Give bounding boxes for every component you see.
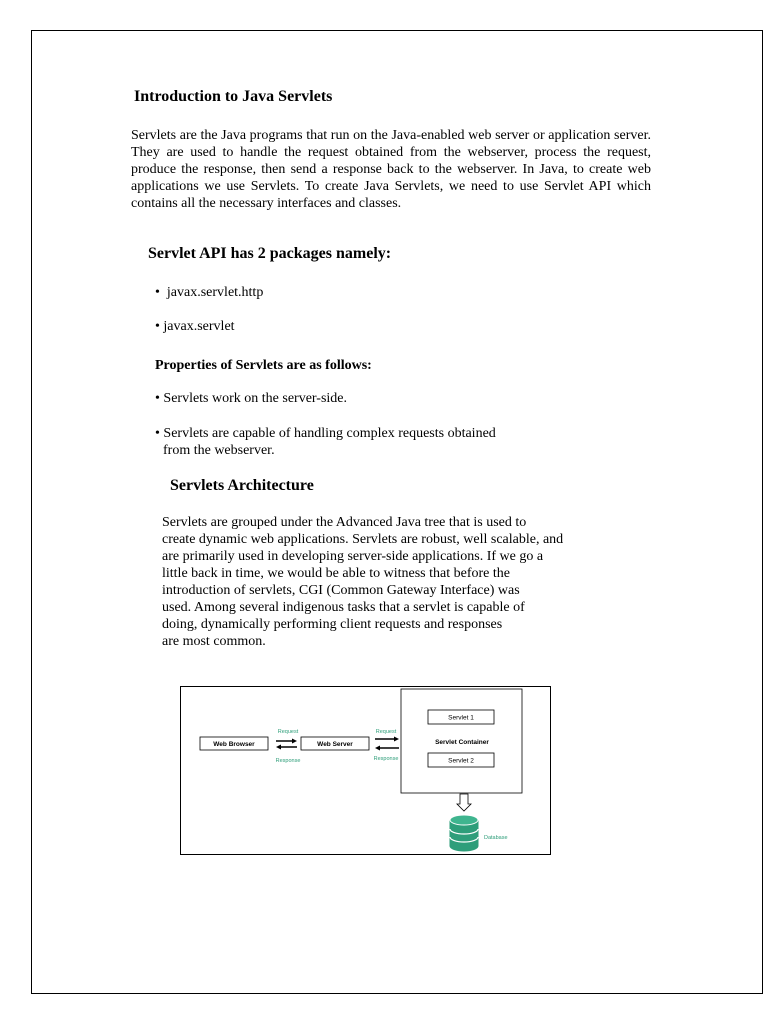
paragraph-line: Servlets are grouped under the Advanced Java tree that is used to (162, 515, 527, 530)
package-label: javax.servlet.http (166, 285, 264, 300)
architecture-heading: Servlets Architecture (170, 477, 314, 494)
property-label-continued: from the webserver. (163, 443, 275, 458)
package-item: • javax.servlet.http (155, 285, 264, 300)
paragraph-line: little back in time, we would be able to witness that before the (162, 566, 510, 581)
property-label: Servlets work on the server-side. (163, 391, 348, 406)
property-label: Servlets are capable of handling complex requests obtained (163, 426, 496, 441)
response-label-2: Response (373, 756, 399, 762)
response-label-1: Response (275, 758, 301, 764)
request-label-1: Request (277, 729, 299, 735)
api-heading: Servlet API has 2 packages namely: (148, 245, 392, 262)
page-title: Introduction to Java Servlets (134, 88, 333, 105)
servlet1-label: Servlet 1 (448, 714, 474, 722)
package-label: javax.servlet (163, 319, 235, 334)
web-server-label: Web Server (317, 741, 353, 748)
paragraph-line: are primarily used in developing server-side applications. If we go a (162, 549, 544, 564)
intro-paragraph: Servlets are the Java programs that run on the Java-enabled web server or application server. They are used to handle the request obtained from the webserver, process the request, produce the response, then send a response back to the webserver. In Java, to create web applications we use Servlets. To create Java Servlets, we need to use Servlet API which contains all the necessary interfaces and classes. (131, 128, 651, 211)
properties-heading: Properties of Servlets are as follows: (155, 358, 372, 373)
property-item: • Servlets are capable of handling complex requests obtained from the webserver. (155, 425, 555, 459)
database-icon (450, 815, 478, 851)
paragraph-line: are most common. (162, 634, 266, 649)
servlet-architecture-diagram (180, 686, 551, 855)
database-label: Database (484, 835, 508, 841)
paragraph-line: doing, dynamically performing client requests and responses (162, 617, 503, 632)
paragraph-line: used. Among several indigenous tasks that a servlet is capable of (162, 600, 525, 615)
architecture-paragraph (162, 514, 632, 650)
paragraph-line: create dynamic web applications. Servlets are robust, well scalable, and (162, 532, 564, 547)
paragraph-line: introduction of servlets, CGI (Common Gateway Interface) was (162, 583, 520, 598)
servlet2-label: Servlet 2 (448, 757, 474, 765)
property-item: • Servlets work on the server-side. (155, 391, 348, 406)
web-browser-label: Web Browser (213, 741, 255, 748)
package-item: • javax.servlet (155, 319, 235, 334)
request-label-2: Request (375, 729, 397, 735)
servlet-container-label: Servlet Container (435, 739, 489, 746)
